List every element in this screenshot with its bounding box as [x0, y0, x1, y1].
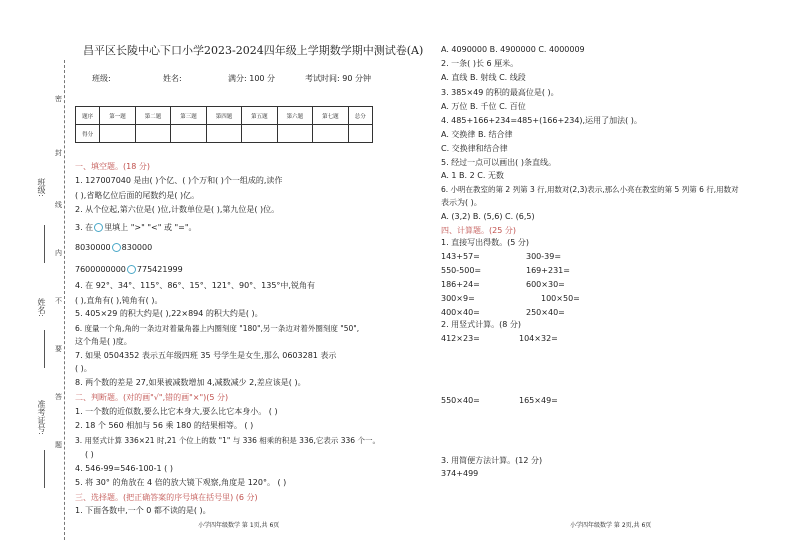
- question-6a: 6. 度量一个角,角的一条边对着量角器上内圈刻度 "180",另一条边对着外圈刻度 "50",: [75, 324, 360, 333]
- question-8: 8. 两个数的差是 27,如果被减数增加 4,减数减少 2,差应该是( )。: [75, 378, 306, 387]
- oral-item: 143+57=: [441, 252, 480, 261]
- score-header-cell: 第五题: [242, 107, 277, 125]
- compare-left: 7600000000: [75, 265, 126, 274]
- seal-marker: 内: [55, 249, 62, 257]
- oral-item: 400×40=: [441, 308, 480, 317]
- judge-4: 4. 546-99=546-100-1 ( ): [75, 464, 173, 473]
- seal-marker: 要: [55, 345, 62, 353]
- judge-3b: ( ): [85, 450, 94, 459]
- judge-3a: 3. 用竖式计算 336×21 时,21 个位上的数 "1" 与 336 相乘的积是 336,它表示 336 个一。: [75, 436, 380, 445]
- page-footer-2: 小学四年级数学 第 2页,共 6页: [570, 522, 652, 529]
- choice-4-options-a: A. 交换律 B. 结合律: [441, 130, 513, 139]
- question-3: [75, 223, 197, 233]
- page-title: 昌平区长陵中心下口小学2023-2024四年级上学期数学期中测试卷(A): [83, 44, 424, 57]
- compare-right: 775421999: [136, 265, 183, 274]
- score-cell[interactable]: [313, 125, 348, 143]
- compare-circle[interactable]: [127, 265, 136, 274]
- seal-marker: 封: [55, 149, 62, 157]
- question-4a: 4. 在 92°、34°、115°、86°、15°、121°、90°、135°中,锐角有: [75, 281, 315, 290]
- vertical-item: 550×40=: [441, 396, 480, 405]
- score-table: [75, 106, 373, 143]
- seal-line: [64, 60, 65, 540]
- question-3-text: 3. 在: [75, 223, 94, 232]
- choice-4: 4. 485+166+234=485+(166+234),运用了加法( )。: [441, 116, 642, 125]
- seal-marker: 题: [55, 441, 62, 449]
- vertical-item: 412×23=: [441, 334, 480, 343]
- choice-6b: 表示为( )。: [441, 198, 482, 207]
- compare-1: [75, 243, 152, 253]
- score-header-cell: 第一题: [100, 107, 135, 125]
- question-3-text-b: 里填上 ">" "<" 或 "="。: [104, 223, 197, 232]
- oral-item: 186+24=: [441, 280, 480, 289]
- class-field: 班级:: [92, 74, 111, 83]
- question-1a: 1. 127007040 是由( )个亿、( )个万和( )个一组成的,读作: [75, 176, 283, 185]
- page-footer-1: 小学四年级数学 第 1页,共 6页: [198, 522, 280, 529]
- oral-item: 250×40=: [526, 308, 565, 317]
- oral-item: 600×30=: [526, 280, 565, 289]
- calc-2-title: 2. 用竖式计算。(8 分): [441, 320, 522, 329]
- score-row-label: 得分: [76, 125, 100, 143]
- question-4b: ( ),直角有( ),钝角有( )。: [75, 296, 163, 305]
- score-header-cell: 题序: [76, 107, 100, 125]
- choice-3: 3. 385×49 的积的最高位是( )。: [441, 88, 559, 97]
- name-field: 姓名:: [163, 74, 182, 83]
- judge-2: 2. 18 个 560 相加与 56 乘 180 的结果相等。 ( ): [75, 421, 254, 430]
- section-choice: 三、选择题。(把正确答案的序号填在括号里) (6 分): [75, 493, 258, 502]
- class-label: 班级:: [37, 178, 46, 197]
- choice-3-options: A. 万位 B. 千位 C. 百位: [441, 102, 526, 111]
- judge-5: 5. 将 30° 的角放在 4 倍的放大镜下观察,角度是 120°。 ( ): [75, 478, 287, 487]
- choice-1-options: A. 4090000 B. 4900000 C. 4000009: [441, 45, 585, 54]
- seal-marker: 答: [55, 393, 62, 401]
- oral-item: 300-39=: [526, 252, 562, 261]
- oral-item: 550-500=: [441, 266, 482, 275]
- score-cell[interactable]: [348, 125, 372, 143]
- calc-1-title: 1. 直接写出得数。(5 分): [441, 238, 530, 247]
- score-cell[interactable]: [171, 125, 206, 143]
- score-cell[interactable]: [135, 125, 170, 143]
- id-underline: [44, 450, 45, 488]
- compare-circle[interactable]: [112, 243, 121, 252]
- class-underline: [44, 225, 45, 263]
- score-cell[interactable]: [206, 125, 241, 143]
- calc-3-title: 3. 用简便方法计算。(12 分): [441, 456, 543, 465]
- name-underline: [44, 330, 45, 368]
- choice-6-options: A. (3,2) B. (5,6) C. (6,5): [441, 212, 535, 221]
- oral-item: 300×9=: [441, 294, 475, 303]
- vertical-item: 165×49=: [519, 396, 558, 405]
- name-label: 姓名:: [37, 298, 46, 317]
- oral-item: 169+231=: [526, 266, 570, 275]
- vertical-item: 104×32=: [519, 334, 558, 343]
- compare-left: 8030000: [75, 243, 111, 252]
- seal-marker: 密: [55, 95, 62, 103]
- question-1b: ( ),省略亿位后面的尾数约是( )亿。: [75, 191, 200, 200]
- oral-item: 100×50=: [541, 294, 580, 303]
- score-header-cell: 第三题: [171, 107, 206, 125]
- score-header-cell: 总分: [348, 107, 372, 125]
- question-5: 5. 405×29 的积大约是( ),22×894 的积大约是( )。: [75, 309, 263, 318]
- choice-2-options: A. 直线 B. 射线 C. 线段: [441, 73, 526, 82]
- choice-1: 1. 下面各数中,一个 0 都不读的是( )。: [75, 506, 211, 515]
- question-7b: ( )。: [75, 364, 92, 373]
- simple-calc-item: 374+499: [441, 469, 479, 478]
- choice-5-options: A. 1 B. 2 C. 无数: [441, 171, 504, 180]
- compare-right: 830000: [121, 243, 153, 252]
- seal-marker: 线: [55, 201, 62, 209]
- question-6b: 这个角是( )度。: [75, 337, 132, 346]
- choice-5: 5. 经过一点可以画出( )条直线。: [441, 158, 556, 167]
- section-true-false: 二、判断题。(对的画"√",错的画"×")(5 分): [75, 393, 229, 402]
- score-cell[interactable]: [277, 125, 312, 143]
- question-7a: 7. 如果 0504352 表示五年级四班 35 号学生是女生,那么 0603281 表示: [75, 351, 337, 360]
- circle-blank-icon: [94, 223, 103, 232]
- choice-4-options-b: C. 交换律和结合律: [441, 144, 508, 153]
- score-cell[interactable]: [100, 125, 135, 143]
- id-label: 准考证号:: [37, 400, 46, 435]
- choice-6a: 6. 小明在教室的第 2 列第 3 行,用数对(2,3)表示,那么小亮在教室的第 5 列第 6 行,用数对: [441, 185, 739, 194]
- score-cell[interactable]: [242, 125, 277, 143]
- score-header-cell: 第六题: [277, 107, 312, 125]
- full-score: 满分: 100 分: [228, 74, 276, 83]
- question-2: 2. 从个位起,第六位是( )位,计数单位是( ),第九位是( )位。: [75, 205, 280, 214]
- score-header-cell: 第七题: [313, 107, 348, 125]
- section-fill-blank: 一、填空题。(18 分): [75, 162, 150, 171]
- choice-2: 2. 一条( )长 6 厘米。: [441, 59, 519, 68]
- section-calculation: 四、计算题。(25 分): [441, 226, 516, 235]
- exam-time: 考试时间: 90 分钟: [305, 74, 371, 83]
- score-header-cell: 第四题: [206, 107, 241, 125]
- compare-2: [75, 265, 183, 275]
- score-header-cell: 第二题: [135, 107, 170, 125]
- seal-marker: 不: [55, 297, 62, 305]
- judge-1: 1. 一个数的近似数,要么比它本身大,要么比它本身小。 ( ): [75, 407, 278, 416]
